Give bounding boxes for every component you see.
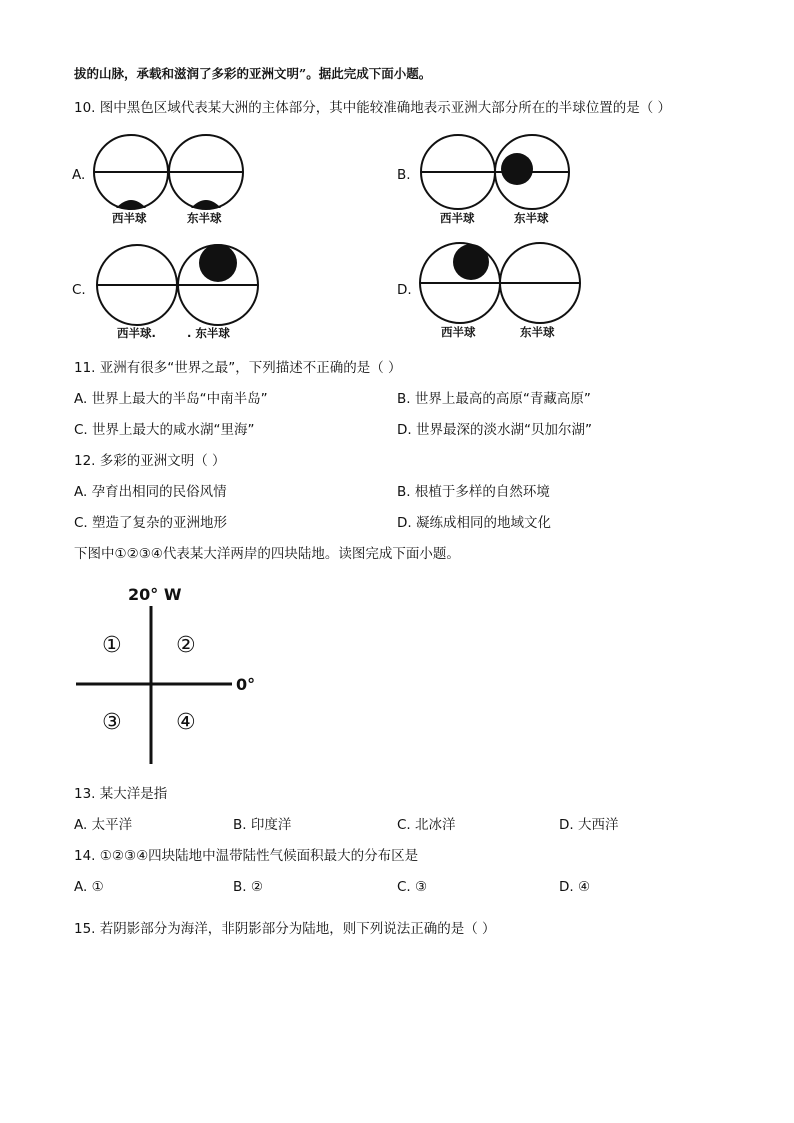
q10-option-d-letter[interactable]: D. (397, 282, 412, 298)
q11-option-c[interactable]: C. 世界上最大的咸水湖“里海” (74, 422, 255, 438)
shade-right (191, 200, 221, 208)
q13-option-a[interactable]: A. 太平洋 (74, 817, 133, 833)
q14-option-d[interactable]: D. ④ (559, 879, 591, 895)
equator-label: 0° (236, 675, 256, 694)
intro-line: 拔的山脉，承载和滋润了多彩的亚洲文明”。据此完成下面小题。 (74, 66, 432, 81)
quadrant-2: ② (176, 633, 196, 658)
q12-stem: 12. 多彩的亚洲文明（ ） (74, 453, 226, 469)
q12-option-c[interactable]: C. 塑造了复杂的亚洲地形 (74, 515, 228, 531)
q10-c-left-label: 西半球. (117, 326, 156, 340)
q10-option-d-figure (418, 240, 588, 345)
quadrant-4: ④ (176, 710, 196, 735)
q14-stem: 14. ①②③④四块陆地中温带陆性气候面积最大的分布区是 (74, 848, 419, 864)
q14-option-a[interactable]: A. ① (74, 879, 104, 895)
q14-option-b[interactable]: B. ② (233, 879, 263, 895)
q10-option-a-letter[interactable]: A. (72, 167, 86, 183)
q10-a-right-label: 东半球 (187, 211, 222, 225)
q11-option-b[interactable]: B. 世界上最高的高原“青藏高原” (397, 391, 591, 407)
q11-option-d[interactable]: D. 世界最深的淡水湖“贝加尔湖” (397, 422, 592, 438)
quadrant-figure (70, 578, 280, 773)
shade-west-north (453, 244, 489, 280)
shade-east (501, 153, 533, 185)
q10-a-left-label: 西半球 (112, 211, 147, 225)
q13-option-b[interactable]: B. 印度洋 (233, 817, 292, 833)
q10-d-left-label: 西半球 (441, 325, 476, 339)
q10-d-right-label: 东半球 (520, 325, 555, 339)
quadrant-3: ③ (102, 710, 122, 735)
q10-stem: 10. 图中黑色区域代表某大洲的主体部分，其中能较准确地表示亚洲大部分所在的半球位置的是（ ） (74, 100, 672, 116)
q10-option-b-figure (418, 130, 578, 230)
q10-option-c-letter[interactable]: C. (72, 282, 86, 298)
q10-b-right-label: 东半球 (514, 211, 549, 225)
q10-option-b-letter[interactable]: B. (397, 167, 411, 183)
q12-option-b[interactable]: B. 根植于多样的自然环境 (397, 484, 550, 500)
q13-stem: 13. 某大洋是指 (74, 786, 168, 802)
figure-intro: 下图中①②③④代表某大洋两岸的四块陆地。读图完成下面小题。 (74, 546, 460, 562)
q10-b-left-label: 西半球 (440, 211, 475, 225)
shade-east-north (199, 244, 237, 282)
q13-option-d[interactable]: D. 大西洋 (559, 817, 619, 833)
q10-option-a-figure (90, 130, 250, 230)
q11-option-a[interactable]: A. 世界上最大的半岛“中南半岛” (74, 391, 268, 407)
q12-option-d[interactable]: D. 凝练成相同的地域文化 (397, 515, 551, 531)
quadrant-1: ① (102, 633, 122, 658)
q14-option-c[interactable]: C. ③ (397, 879, 428, 895)
shade-left (116, 200, 146, 208)
q12-option-a[interactable]: A. 孕育出相同的民俗风情 (74, 484, 227, 500)
q13-option-c[interactable]: C. 北冰洋 (397, 817, 456, 833)
q10-c-right-label: . 东半球 (187, 326, 230, 340)
q15-stem: 15. 若阴影部分为海洋，非阴影部分为陆地，则下列说法正确的是（ ） (74, 921, 496, 937)
q11-stem: 11. 亚洲有很多“世界之最”，下列描述不正确的是（ ） (74, 360, 402, 376)
meridian-label: 20° W (128, 585, 182, 604)
q10-option-c-figure (95, 240, 265, 345)
